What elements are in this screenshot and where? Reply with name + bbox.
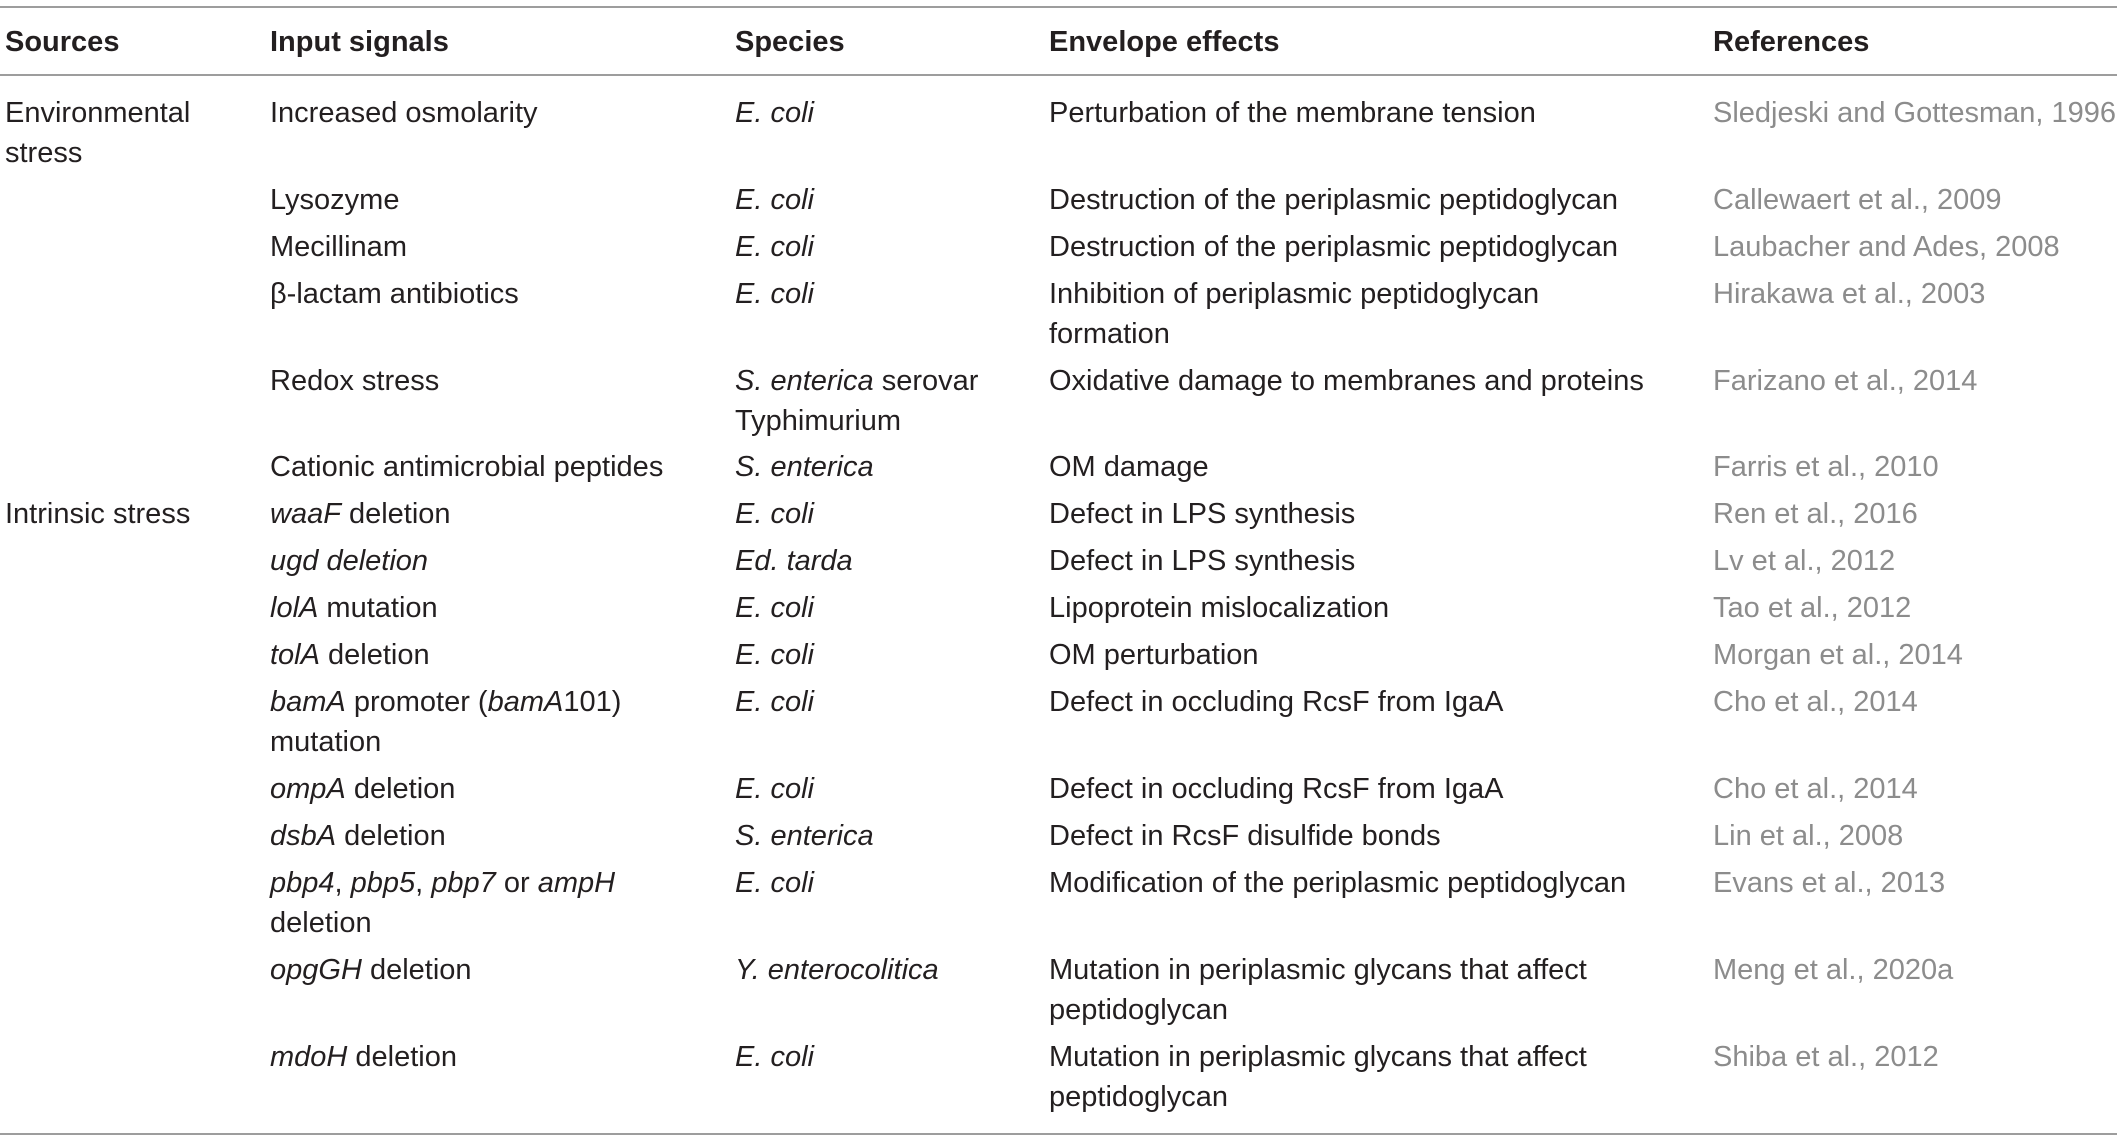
- reference-cell-line: Lin et al., 2008: [1713, 820, 1904, 852]
- text-run: waaF: [270, 498, 341, 530]
- species-cell-line: [735, 93, 814, 133]
- text-run: β-lactam antibiotics: [270, 278, 519, 310]
- text-run: deletion: [319, 639, 430, 671]
- text-run: ompA: [270, 773, 346, 805]
- reference-cell: [1713, 682, 1918, 722]
- text-run: E. coli: [735, 184, 814, 216]
- text-run: mutation: [318, 592, 438, 624]
- reference-cell-line: Callewaert et al., 2009: [1713, 184, 2002, 216]
- text-run: E. coli: [735, 592, 814, 624]
- text-run: or: [495, 867, 538, 899]
- species-cell-line: [735, 227, 814, 267]
- text-run: Increased osmolarity: [270, 97, 538, 129]
- envelope-effect-cell: [1049, 950, 1587, 1030]
- text-run: Cationic antimicrobial peptides: [270, 451, 664, 483]
- envelope-effect-cell: [1049, 769, 1504, 809]
- input-signal-cell: [270, 635, 430, 675]
- species-cell-line: [735, 447, 874, 487]
- envelope-effect-cell-line: Defect in occluding RcsF from IgaA: [1049, 686, 1504, 718]
- species-cell: [735, 494, 814, 534]
- text-run: S. enterica: [735, 820, 874, 852]
- reference-cell: [1713, 227, 2060, 267]
- input-signal-cell: [270, 494, 451, 534]
- source-cell: [5, 93, 190, 173]
- envelope-effect-cell: [1049, 180, 1618, 220]
- source-cell: [5, 494, 190, 534]
- input-signal-cell: [270, 447, 663, 487]
- text-run: ugd deletion: [270, 545, 429, 577]
- species-cell: [735, 180, 814, 220]
- species-cell: [735, 588, 814, 628]
- input-signal-cell-line: [270, 541, 428, 581]
- reference-cell: [1713, 635, 1963, 675]
- species-cell: [735, 227, 814, 267]
- species-cell-line: [735, 769, 814, 809]
- input-signal-cell-line: [270, 903, 615, 943]
- species-cell-line: [735, 180, 814, 220]
- envelope-effect-cell-line: Lipoprotein mislocalization: [1049, 592, 1390, 624]
- text-run: ,: [334, 867, 351, 899]
- envelope-effect-cell-line: Defect in LPS synthesis: [1049, 498, 1356, 530]
- text-run: promoter (: [345, 686, 488, 718]
- input-signal-cell-line: [270, 816, 446, 856]
- input-signal-cell: [270, 180, 399, 220]
- reference-cell: [1713, 274, 1985, 314]
- text-run: S. enterica: [735, 365, 874, 397]
- text-run: E. coli: [735, 278, 814, 310]
- reference-cell-line: Evans et al., 2013: [1713, 867, 1946, 899]
- header-references: References: [1713, 26, 1870, 58]
- envelope-effect-cell: [1049, 447, 1209, 487]
- species-cell: [735, 950, 939, 990]
- envelope-effect-cell-line: Destruction of the periplasmic peptidoglycan: [1049, 184, 1619, 216]
- species-cell-line: [735, 361, 978, 401]
- reference-cell: [1713, 1037, 1939, 1077]
- reference-cell: [1713, 950, 1953, 990]
- species-cell-line: [735, 682, 814, 722]
- envelope-effect-cell: [1049, 635, 1259, 675]
- header-envelope-effects: Envelope effects: [1049, 26, 1280, 58]
- text-run: Ed. tarda: [735, 545, 853, 577]
- input-signal-cell-line: [270, 863, 615, 903]
- input-signal-cell: [270, 93, 538, 133]
- species-cell: [735, 274, 814, 314]
- reference-cell-line: Tao et al., 2012: [1713, 592, 1912, 624]
- text-run: deletion: [361, 954, 472, 986]
- text-run: mdoH: [270, 1041, 348, 1073]
- source-cell-line: Environmental: [5, 97, 191, 129]
- species-cell: [735, 816, 874, 856]
- envelope-effect-cell-line: Perturbation of the membrane tension: [1049, 97, 1536, 129]
- species-cell: [735, 447, 874, 487]
- input-signal-cell: [270, 588, 438, 628]
- text-run: ampH: [537, 867, 616, 899]
- envelope-effect-cell-line: Oxidative damage to membranes and proteins: [1049, 365, 1644, 397]
- input-signal-cell-line: [270, 769, 455, 809]
- input-signal-cell-line: [270, 494, 451, 534]
- envelope-effect-cell-line: formation: [1049, 318, 1170, 350]
- species-cell-line: [735, 588, 814, 628]
- reference-cell-line: Lv et al., 2012: [1713, 545, 1896, 577]
- text-run: Y. enterocolitica: [735, 954, 939, 986]
- reference-cell-line: Laubacher and Ades, 2008: [1713, 231, 2060, 263]
- species-cell: [735, 541, 853, 581]
- text-run: serovar: [873, 365, 979, 397]
- envelope-effect-cell-line: OM perturbation: [1049, 639, 1259, 671]
- reference-cell-line: Farris et al., 2010: [1713, 451, 1939, 483]
- envelope-effect-cell-line: Mutation in periplasmic glycans that affect: [1049, 954, 1587, 986]
- reference-cell-line: Farizano et al., 2014: [1713, 365, 1978, 397]
- input-signal-cell-line: [270, 1037, 457, 1077]
- envelope-effect-cell: [1049, 588, 1389, 628]
- input-signal-cell-line: [270, 361, 439, 401]
- reference-cell: [1713, 180, 2002, 220]
- source-cell-line: stress: [5, 137, 83, 169]
- species-cell-line: [735, 635, 814, 675]
- reference-cell: [1713, 447, 1939, 487]
- input-signal-cell: [270, 950, 472, 990]
- text-run: deletion: [347, 1041, 458, 1073]
- reference-cell-line: Hirakawa et al., 2003: [1713, 278, 1986, 310]
- text-run: pbp5: [350, 867, 416, 899]
- envelope-effect-cell: [1049, 361, 1644, 401]
- envelope-effect-cell: [1049, 93, 1536, 133]
- header-sources: Sources: [5, 26, 120, 58]
- envelope-effect-cell-line: Modification of the periplasmic peptidoglycan: [1049, 867, 1627, 899]
- envelope-effect-cell: [1049, 863, 1626, 903]
- input-signal-cell: [270, 769, 455, 809]
- header-input-signals: Input signals: [270, 26, 449, 58]
- text-run: deletion: [345, 773, 456, 805]
- envelope-effect-cell-line: Defect in RcsF disulfide bonds: [1049, 820, 1441, 852]
- species-cell-line: [735, 816, 874, 856]
- envelope-effect-cell-line: peptidoglycan: [1049, 994, 1228, 1026]
- text-run: deletion: [336, 820, 446, 852]
- text-run: ,: [415, 867, 432, 899]
- input-signal-cell-line: [270, 722, 621, 762]
- input-signal-cell: [270, 361, 439, 401]
- species-cell-line: [735, 401, 978, 441]
- species-cell-line: [735, 950, 939, 990]
- text-run: E. coli: [735, 1041, 814, 1073]
- envelope-effect-cell-line: Defect in occluding RcsF from IgaA: [1049, 773, 1504, 805]
- species-cell: [735, 635, 814, 675]
- input-signal-cell-line: [270, 447, 663, 487]
- envelope-effect-cell: [1049, 494, 1355, 534]
- reference-cell-line: Ren et al., 2016: [1713, 498, 1918, 530]
- reference-cell: [1713, 769, 1918, 809]
- species-cell-line: [735, 541, 853, 581]
- text-run: deletion: [270, 907, 372, 939]
- text-run: bamA: [270, 686, 346, 718]
- reference-cell-line: Cho et al., 2014: [1713, 773, 1918, 805]
- species-cell-line: [735, 1037, 814, 1077]
- text-run: mutation: [270, 726, 382, 758]
- envelope-effect-cell-line: OM damage: [1049, 451, 1209, 483]
- text-run: tolA: [270, 639, 320, 671]
- text-run: pbp7: [431, 867, 496, 899]
- envelope-effect-cell-line: Mutation in periplasmic glycans that affect: [1049, 1041, 1587, 1073]
- text-run: lolA: [270, 592, 319, 624]
- text-run: E. coli: [735, 867, 814, 899]
- reference-cell: [1713, 494, 1918, 534]
- text-run: bamA: [487, 686, 564, 718]
- envelope-effect-cell: [1049, 1037, 1587, 1117]
- input-signal-cell-line: [270, 180, 399, 220]
- text-run: deletion: [340, 498, 451, 530]
- input-signal-cell: [270, 227, 407, 267]
- reference-cell: [1713, 588, 1911, 628]
- reference-cell: [1713, 863, 1945, 903]
- text-run: Typhimurium: [735, 405, 901, 437]
- source-cell-line: Intrinsic stress: [5, 498, 191, 530]
- input-signal-cell: [270, 816, 446, 856]
- envelope-effect-cell-line: Inhibition of periplasmic peptidoglycan: [1049, 278, 1540, 310]
- envelope-effect-cell-line: Defect in LPS synthesis: [1049, 545, 1356, 577]
- envelope-effect-cell: [1049, 274, 1539, 354]
- input-signal-cell: [270, 682, 621, 762]
- envelope-effect-cell: [1049, 816, 1441, 856]
- envelope-effect-cell: [1049, 227, 1618, 267]
- reference-cell: [1713, 361, 1977, 401]
- envelope-effect-cell: [1049, 541, 1355, 581]
- reference-cell: [1713, 816, 1903, 856]
- envelope-effect-cell: [1049, 682, 1504, 722]
- reference-cell: [1713, 541, 1895, 581]
- species-cell: [735, 1037, 814, 1077]
- text-run: E. coli: [735, 773, 814, 805]
- reference-cell-line: Cho et al., 2014: [1713, 686, 1918, 718]
- species-cell-line: [735, 863, 814, 903]
- text-run: Lysozyme: [270, 184, 400, 216]
- text-run: pbp4: [270, 867, 335, 899]
- input-signal-cell-line: [270, 274, 519, 314]
- text-run: E. coli: [735, 686, 814, 718]
- bottom-rule: [0, 1133, 2117, 1135]
- header-rule: [0, 74, 2117, 76]
- text-run: Redox stress: [270, 365, 440, 397]
- reference-cell-line: Morgan et al., 2014: [1713, 639, 1963, 671]
- species-cell-line: [735, 494, 814, 534]
- text-run: Mecillinam: [270, 231, 407, 263]
- input-signal-cell: [270, 1037, 457, 1077]
- input-signal-cell: [270, 863, 615, 943]
- text-run: E. coli: [735, 231, 814, 263]
- input-signal-cell-line: [270, 635, 430, 675]
- input-signal-cell: [270, 274, 519, 314]
- reference-cell-line: Meng et al., 2020a: [1713, 954, 1954, 986]
- species-cell: [735, 361, 978, 441]
- species-cell: [735, 769, 814, 809]
- input-signal-cell-line: [270, 93, 538, 133]
- text-run: E. coli: [735, 97, 814, 129]
- reference-cell-line: Sledjeski and Gottesman, 1996: [1713, 97, 2117, 129]
- text-run: 101): [563, 686, 622, 718]
- species-cell: [735, 93, 814, 133]
- input-signal-cell-line: [270, 588, 438, 628]
- text-run: S. enterica: [735, 451, 874, 483]
- input-signal-cell-line: [270, 682, 621, 722]
- text-run: E. coli: [735, 639, 814, 671]
- header-species: Species: [735, 26, 845, 58]
- reference-cell-line: Shiba et al., 2012: [1713, 1041, 1939, 1073]
- reference-cell: [1713, 93, 2116, 133]
- species-cell: [735, 682, 814, 722]
- species-cell: [735, 863, 814, 903]
- envelope-effect-cell-line: Destruction of the periplasmic peptidoglycan: [1049, 231, 1619, 263]
- input-signal-cell: [270, 541, 428, 581]
- text-run: E. coli: [735, 498, 814, 530]
- text-run: opgGH: [270, 954, 362, 986]
- species-cell-line: [735, 274, 814, 314]
- top-rule: [0, 6, 2117, 8]
- input-signal-cell-line: [270, 227, 407, 267]
- envelope-effect-cell-line: peptidoglycan: [1049, 1081, 1228, 1113]
- input-signal-cell-line: [270, 950, 472, 990]
- text-run: dsbA: [270, 820, 337, 852]
